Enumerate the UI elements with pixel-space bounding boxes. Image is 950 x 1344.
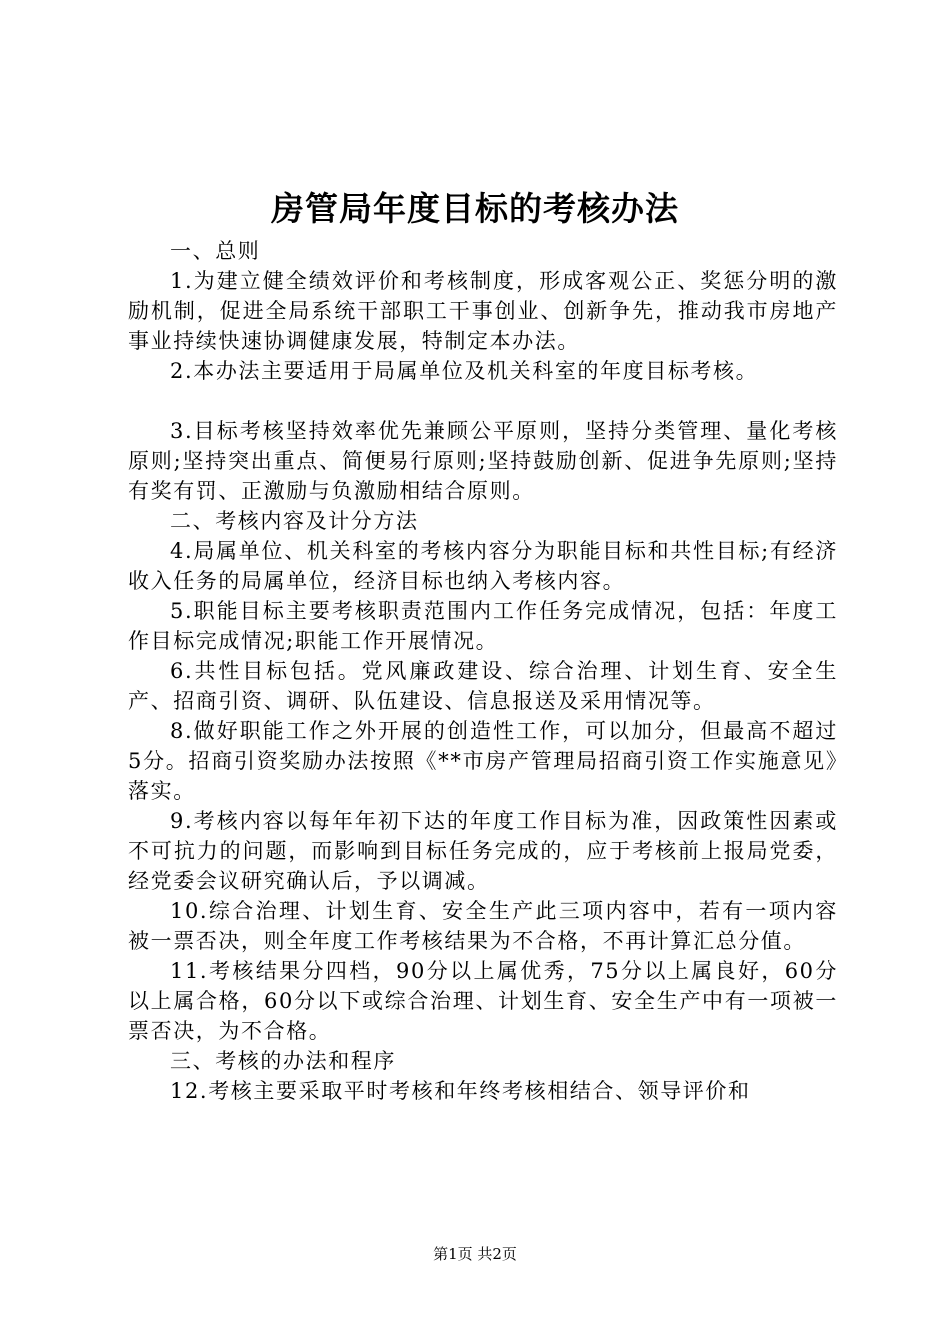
paragraph-4: 4.局属单位、机关科室的考核内容分为职能目标和共性目标;有经济收入任务的局属单位，经济目标也纳入考核内容。 bbox=[128, 539, 838, 593]
paragraph-11: 11.考核结果分四档，90分以上属优秀，75分以上属良好，60分以上属合格，60分以下或综合治理、计划生育、安全生产中有一项被一票否决，为不合格。 bbox=[128, 959, 838, 1043]
paragraph-6: 6.共性目标包括。党风廉政建设、综合治理、计划生育、安全生产、招商引资、调研、队伍建设、信息报送及采用情况等。 bbox=[128, 659, 838, 713]
document-title: 房管局年度目标的考核办法 bbox=[271, 189, 679, 228]
paragraph-5: 5.职能目标主要考核职责范围内工作任务完成情况，包括：年度工作目标完成情况;职能工作开展情况。 bbox=[128, 599, 838, 653]
page-footer: 第1页 共2页 bbox=[433, 1245, 517, 1263]
paragraph-2: 2.本办法主要适用于局属单位及机关科室的年度目标考核。 bbox=[170, 359, 759, 383]
paragraph-9: 9.考核内容以每年年初下达的年度工作目标为准，因政策性因素或不可抗力的问题，而影响到目标任务完成的，应于考核前上报局党委，经党委会议研究确认后，予以调减。 bbox=[128, 809, 838, 893]
section-heading-general: 一、总则 bbox=[170, 239, 261, 263]
document-body bbox=[128, 236, 838, 1106]
section-heading-procedure: 三、考核的办法和程序 bbox=[170, 1049, 396, 1073]
paragraph-10: 10.综合治理、计划生育、安全生产此三项内容中，若有一项内容被一票否决，则全年度工作考核结果为不合格，不再计算汇总分值。 bbox=[128, 899, 838, 953]
section-heading-content: 二、考核内容及计分方法 bbox=[170, 509, 419, 533]
paragraph-8: 8.做好职能工作之外开展的创造性工作，可以加分，但最高不超过5分。招商引资奖励办法按照《**市房产管理局招商引资工作实施意见》落实。 bbox=[128, 719, 838, 803]
paragraph-12: 12.考核主要采取平时考核和年终考核相结合、领导评价和 bbox=[170, 1079, 751, 1103]
paragraph-3: 3.目标考核坚持效率优先兼顾公平原则，坚持分类管理、量化考核原则;坚持突出重点、简便易行原则;坚持鼓励创新、促进争先原则;坚持有奖有罚、正激励与负激励相结合原则。 bbox=[128, 419, 838, 503]
paragraph-1: 1.为建立健全绩效评价和考核制度，形成客观公正、奖惩分明的激励机制，促进全局系统干部职工干事创业、创新争先，推动我市房地产事业持续快速协调健康发展，特制定本办法。 bbox=[128, 269, 838, 353]
